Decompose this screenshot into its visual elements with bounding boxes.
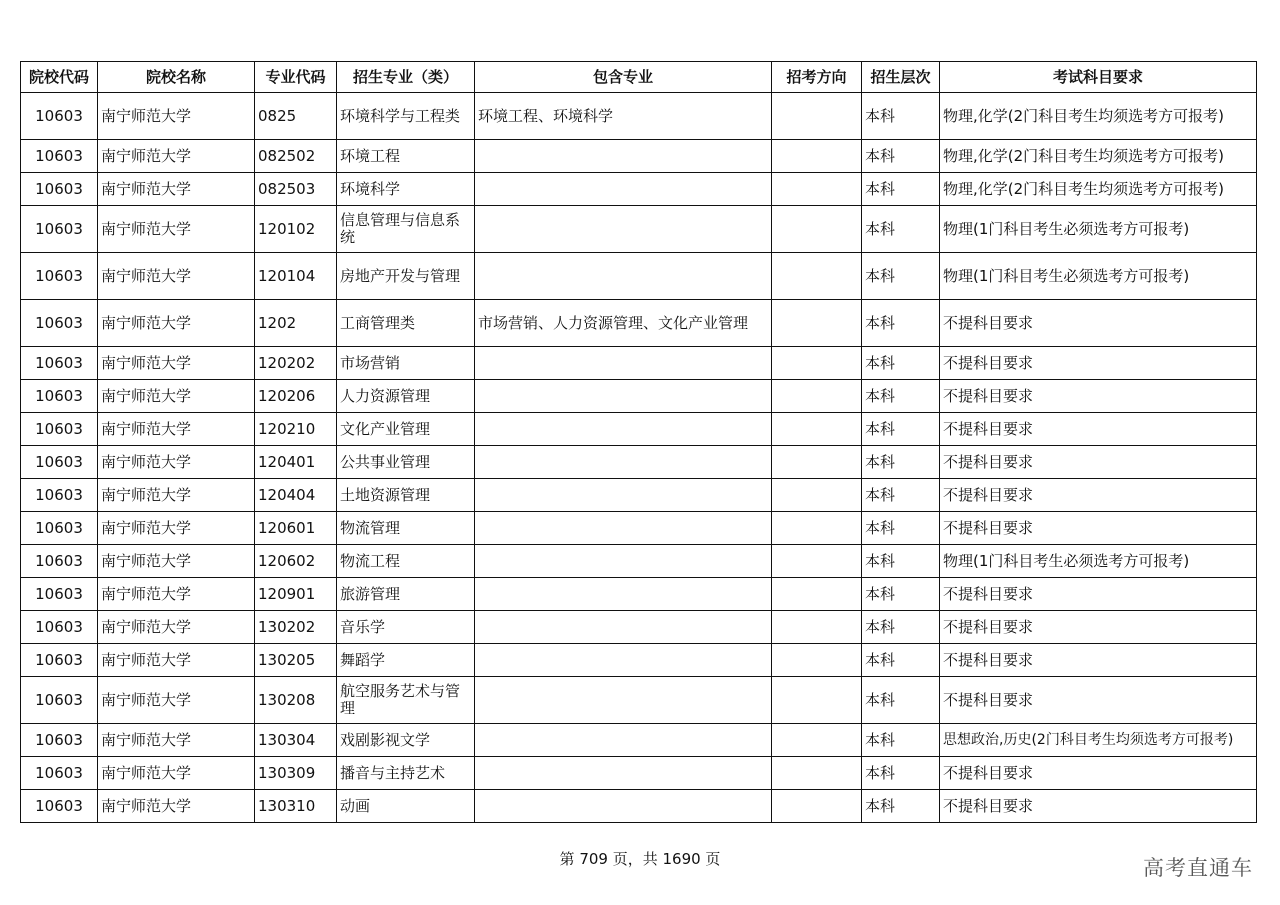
cell-major: 环境科学: [337, 173, 475, 206]
cell-direction: [772, 578, 862, 611]
header-direction: 招考方向: [772, 62, 862, 93]
cell-direction: [772, 479, 862, 512]
cell-included-majors: [475, 446, 772, 479]
cell-subject-requirement: 物理,化学(2门科目考生均须选考方可报考): [940, 173, 1257, 206]
cell-level: 本科: [862, 790, 940, 823]
cell-direction: [772, 300, 862, 347]
cell-school-name: 南宁师范大学: [98, 380, 255, 413]
cell-direction: [772, 253, 862, 300]
cell-major-code: 130310: [255, 790, 337, 823]
cell-included-majors: [475, 140, 772, 173]
cell-level: 本科: [862, 644, 940, 677]
cell-major: 舞蹈学: [337, 644, 475, 677]
header-included-majors: 包含专业: [475, 62, 772, 93]
cell-school-code: 10603: [21, 300, 98, 347]
cell-included-majors: 环境工程、环境科学: [475, 93, 772, 140]
cell-school-code: 10603: [21, 93, 98, 140]
cell-subject-requirement: 思想政治,历史(2门科目考生均须选考方可报考): [940, 724, 1257, 757]
cell-direction: [772, 611, 862, 644]
cell-major-code: 120602: [255, 545, 337, 578]
cell-direction: [772, 790, 862, 823]
table-row: [21, 446, 1257, 479]
cell-major-code: 1202: [255, 300, 337, 347]
cell-school-name: 南宁师范大学: [98, 677, 255, 724]
cell-school-name: 南宁师范大学: [98, 724, 255, 757]
cell-major-code: 130202: [255, 611, 337, 644]
cell-school-code: 10603: [21, 446, 98, 479]
cell-major: 播音与主持艺术: [337, 757, 475, 790]
cell-major: 信息管理与信息系统: [337, 206, 475, 253]
header-major-code: 专业代码: [255, 62, 337, 93]
cell-included-majors: [475, 479, 772, 512]
cell-major: 旅游管理: [337, 578, 475, 611]
cell-subject-requirement: 不提科目要求: [940, 446, 1257, 479]
cell-school-code: 10603: [21, 757, 98, 790]
cell-subject-requirement: 不提科目要求: [940, 413, 1257, 446]
cell-subject-requirement: 不提科目要求: [940, 347, 1257, 380]
cell-school-name: 南宁师范大学: [98, 578, 255, 611]
cell-subject-requirement: 物理,化学(2门科目考生均须选考方可报考): [940, 93, 1257, 140]
cell-major: 土地资源管理: [337, 479, 475, 512]
cell-subject-requirement: 物理,化学(2门科目考生均须选考方可报考): [940, 140, 1257, 173]
cell-included-majors: [475, 677, 772, 724]
cell-subject-requirement: 不提科目要求: [940, 611, 1257, 644]
cell-subject-requirement: 不提科目要求: [940, 677, 1257, 724]
cell-subject-requirement: 不提科目要求: [940, 479, 1257, 512]
header-subject-requirement: 考试科目要求: [940, 62, 1257, 93]
cell-school-code: 10603: [21, 611, 98, 644]
cell-included-majors: 市场营销、人力资源管理、文化产业管理: [475, 300, 772, 347]
admission-table: [20, 61, 1257, 823]
cell-school-code: 10603: [21, 512, 98, 545]
cell-school-name: 南宁师范大学: [98, 757, 255, 790]
cell-major: 戏剧影视文学: [337, 724, 475, 757]
cell-school-code: 10603: [21, 479, 98, 512]
cell-subject-requirement: 不提科目要求: [940, 757, 1257, 790]
cell-direction: [772, 173, 862, 206]
cell-included-majors: [475, 253, 772, 300]
cell-included-majors: [475, 644, 772, 677]
table-row: [21, 611, 1257, 644]
cell-included-majors: [475, 347, 772, 380]
cell-level: 本科: [862, 93, 940, 140]
cell-major-code: 130304: [255, 724, 337, 757]
cell-major-code: 120102: [255, 206, 337, 253]
header-school-code: 院校代码: [21, 62, 98, 93]
cell-level: 本科: [862, 578, 940, 611]
cell-major: 物流工程: [337, 545, 475, 578]
cell-level: 本科: [862, 300, 940, 347]
cell-major-code: 082502: [255, 140, 337, 173]
cell-school-name: 南宁师范大学: [98, 611, 255, 644]
cell-included-majors: [475, 173, 772, 206]
cell-subject-requirement: 不提科目要求: [940, 790, 1257, 823]
table-row: [21, 93, 1257, 140]
cell-major-code: 120104: [255, 253, 337, 300]
cell-direction: [772, 347, 862, 380]
page-number: 第 709 页，共 1690 页: [559, 850, 721, 868]
cell-major-code: 130208: [255, 677, 337, 724]
cell-subject-requirement: 物理(1门科目考生必须选考方可报考): [940, 253, 1257, 300]
cell-included-majors: [475, 790, 772, 823]
cell-direction: [772, 644, 862, 677]
cell-included-majors: [475, 413, 772, 446]
cell-major-code: 082503: [255, 173, 337, 206]
cell-major: 环境科学与工程类: [337, 93, 475, 140]
cell-major: 物流管理: [337, 512, 475, 545]
cell-direction: [772, 206, 862, 253]
table-row: [21, 677, 1257, 724]
cell-major-code: 120901: [255, 578, 337, 611]
cell-major: 动画: [337, 790, 475, 823]
cell-subject-requirement: 不提科目要求: [940, 644, 1257, 677]
cell-level: 本科: [862, 512, 940, 545]
cell-major-code: 120601: [255, 512, 337, 545]
cell-school-name: 南宁师范大学: [98, 512, 255, 545]
cell-major-code: 120401: [255, 446, 337, 479]
cell-school-name: 南宁师范大学: [98, 300, 255, 347]
cell-direction: [772, 512, 862, 545]
table-row: [21, 413, 1257, 446]
header-major: 招生专业（类）: [337, 62, 475, 93]
table-row: [21, 479, 1257, 512]
cell-major-code: 130205: [255, 644, 337, 677]
cell-major-code: 120404: [255, 479, 337, 512]
cell-school-name: 南宁师范大学: [98, 253, 255, 300]
cell-school-name: 南宁师范大学: [98, 413, 255, 446]
cell-major: 环境工程: [337, 140, 475, 173]
table-row: [21, 206, 1257, 253]
cell-school-name: 南宁师范大学: [98, 545, 255, 578]
cell-school-code: 10603: [21, 724, 98, 757]
cell-level: 本科: [862, 757, 940, 790]
cell-major-code: 120210: [255, 413, 337, 446]
cell-level: 本科: [862, 479, 940, 512]
cell-major-code: 120206: [255, 380, 337, 413]
cell-major-code: 120202: [255, 347, 337, 380]
cell-direction: [772, 545, 862, 578]
cell-direction: [772, 724, 862, 757]
cell-direction: [772, 677, 862, 724]
cell-subject-requirement: 物理(1门科目考生必须选考方可报考): [940, 545, 1257, 578]
cell-major: 市场营销: [337, 347, 475, 380]
cell-included-majors: [475, 545, 772, 578]
cell-school-name: 南宁师范大学: [98, 140, 255, 173]
cell-school-name: 南宁师范大学: [98, 206, 255, 253]
cell-level: 本科: [862, 677, 940, 724]
header-school-name: 院校名称: [98, 62, 255, 93]
table-row: [21, 253, 1257, 300]
cell-direction: [772, 380, 862, 413]
cell-major: 文化产业管理: [337, 413, 475, 446]
cell-school-code: 10603: [21, 253, 98, 300]
table-row: [21, 578, 1257, 611]
cell-subject-requirement: 不提科目要求: [940, 300, 1257, 347]
cell-school-name: 南宁师范大学: [98, 644, 255, 677]
cell-included-majors: [475, 724, 772, 757]
cell-level: 本科: [862, 253, 940, 300]
header-level: 招生层次: [862, 62, 940, 93]
table-row: [21, 724, 1257, 757]
table-row: [21, 790, 1257, 823]
cell-school-code: 10603: [21, 545, 98, 578]
cell-major: 音乐学: [337, 611, 475, 644]
table-row: [21, 300, 1257, 347]
cell-direction: [772, 140, 862, 173]
cell-included-majors: [475, 206, 772, 253]
cell-major: 公共事业管理: [337, 446, 475, 479]
cell-level: 本科: [862, 173, 940, 206]
cell-school-code: 10603: [21, 206, 98, 253]
cell-major: 工商管理类: [337, 300, 475, 347]
cell-subject-requirement: 不提科目要求: [940, 512, 1257, 545]
cell-subject-requirement: 物理(1门科目考生必须选考方可报考): [940, 206, 1257, 253]
cell-major: 人力资源管理: [337, 380, 475, 413]
cell-school-code: 10603: [21, 790, 98, 823]
cell-direction: [772, 93, 862, 140]
cell-subject-requirement: 不提科目要求: [940, 380, 1257, 413]
cell-direction: [772, 413, 862, 446]
cell-school-name: 南宁师范大学: [98, 446, 255, 479]
table-row: [21, 545, 1257, 578]
table-row: [21, 347, 1257, 380]
table-row: [21, 512, 1257, 545]
cell-school-name: 南宁师范大学: [98, 790, 255, 823]
cell-direction: [772, 757, 862, 790]
table-row: [21, 380, 1257, 413]
cell-major-code: 130309: [255, 757, 337, 790]
cell-level: 本科: [862, 611, 940, 644]
cell-level: 本科: [862, 206, 940, 253]
table-row: [21, 140, 1257, 173]
cell-school-name: 南宁师范大学: [98, 479, 255, 512]
header-row: [21, 62, 1257, 93]
cell-school-code: 10603: [21, 677, 98, 724]
cell-level: 本科: [862, 347, 940, 380]
cell-school-code: 10603: [21, 347, 98, 380]
cell-level: 本科: [862, 446, 940, 479]
cell-school-code: 10603: [21, 644, 98, 677]
cell-level: 本科: [862, 413, 940, 446]
table-row: [21, 644, 1257, 677]
cell-direction: [772, 446, 862, 479]
table-row: [21, 757, 1257, 790]
table-row: [21, 173, 1257, 206]
cell-school-code: 10603: [21, 173, 98, 206]
cell-school-name: 南宁师范大学: [98, 347, 255, 380]
cell-school-code: 10603: [21, 380, 98, 413]
cell-level: 本科: [862, 380, 940, 413]
cell-included-majors: [475, 757, 772, 790]
cell-included-majors: [475, 512, 772, 545]
cell-included-majors: [475, 578, 772, 611]
cell-level: 本科: [862, 545, 940, 578]
cell-school-name: 南宁师范大学: [98, 93, 255, 140]
cell-major: 航空服务艺术与管理: [337, 677, 475, 724]
watermark-logo-text: 高考直通车: [1143, 856, 1253, 880]
cell-major: 房地产开发与管理: [337, 253, 475, 300]
cell-subject-requirement: 不提科目要求: [940, 578, 1257, 611]
cell-school-name: 南宁师范大学: [98, 173, 255, 206]
cell-school-code: 10603: [21, 140, 98, 173]
cell-included-majors: [475, 611, 772, 644]
cell-school-code: 10603: [21, 413, 98, 446]
cell-major-code: 0825: [255, 93, 337, 140]
cell-level: 本科: [862, 724, 940, 757]
cell-school-code: 10603: [21, 578, 98, 611]
cell-included-majors: [475, 380, 772, 413]
cell-level: 本科: [862, 140, 940, 173]
